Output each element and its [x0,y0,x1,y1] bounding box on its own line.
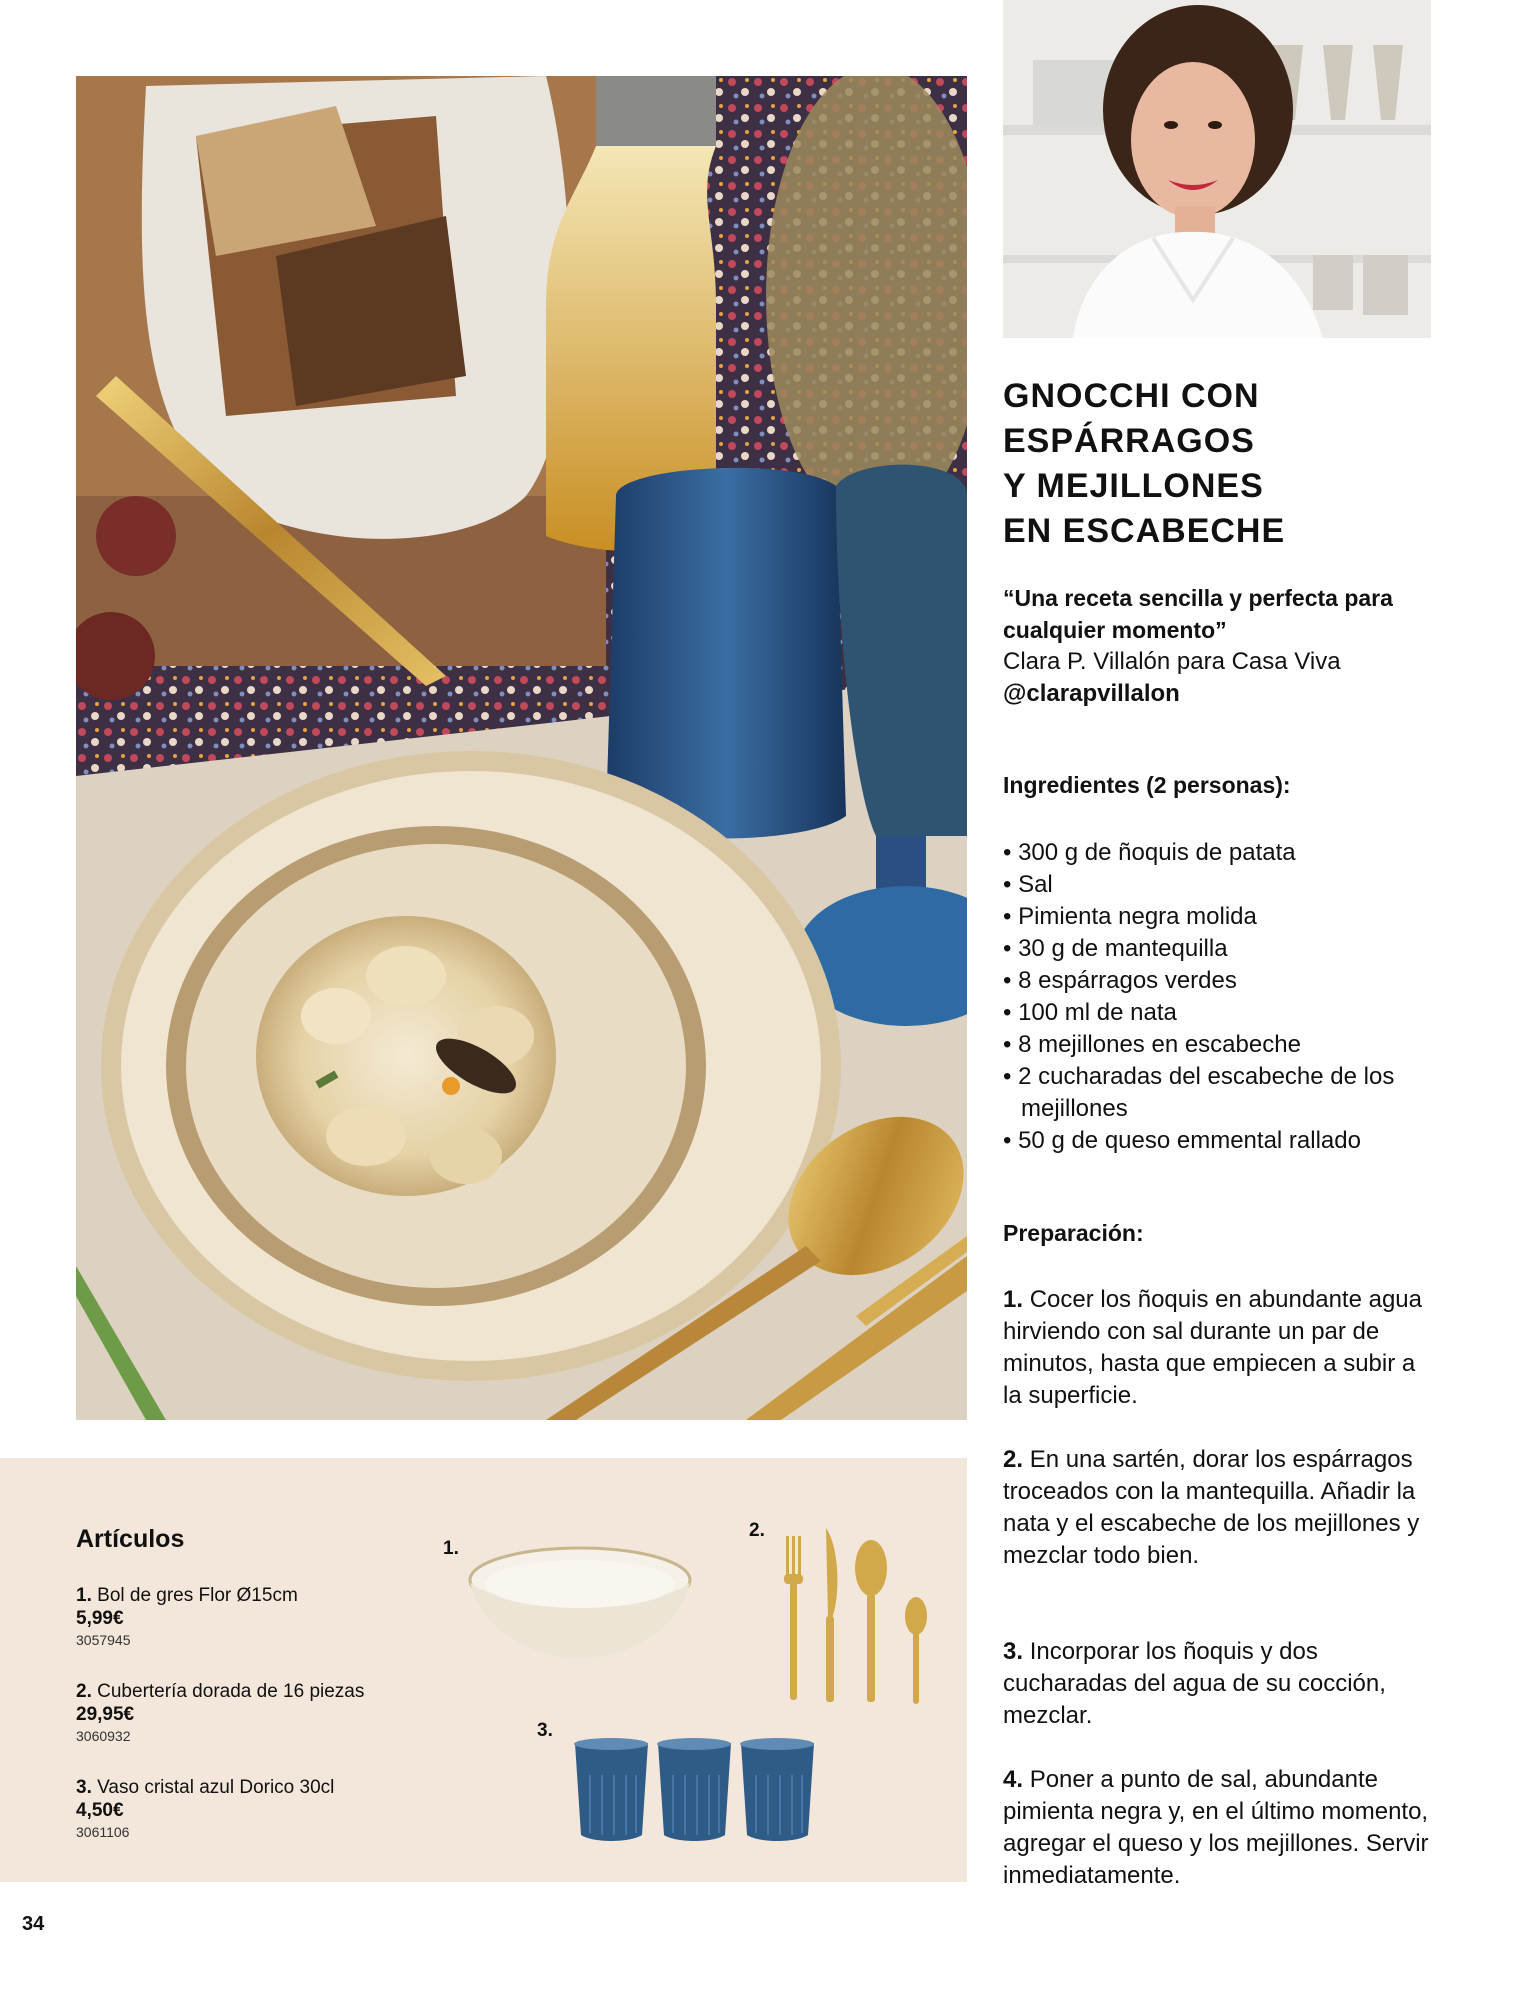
author-handle: @clarapvillalon [1003,680,1180,707]
article-price: 5,99€ [76,1608,124,1629]
product-label-3: 3. [537,1720,553,1741]
author-byline: Clara P. Villalón para Casa Viva [1003,648,1341,675]
preparation-step [1003,1764,1433,1892]
ingredient-item: • Sal [1003,869,1433,901]
article-item [76,1584,406,1650]
recipe-photo [76,76,967,1420]
ingredient-item: • 2 cucharadas del escabeche de los mejillones [1003,1061,1433,1125]
step-text: Poner a punto de sal, abundante pimienta negra y, en el último momento, agregar el queso y los mejillones. Servir inmediatamente. [1003,1766,1429,1889]
title-line: ESPÁRRAGOS [1003,422,1255,460]
step-number: 1. [1003,1286,1024,1313]
product-label-2: 2. [749,1520,765,1541]
recipe-quote: “Una receta sencilla y perfecta para cualquier momento” [1003,585,1393,643]
step-text: En una sartén, dorar los espárragos troceados con la mantequilla. Añadir la nata y el escabeche de los mejillones y mezclar todo bien. [1003,1446,1420,1569]
ingredient-item: • 50 g de queso emmental rallado [1003,1125,1433,1157]
preparation-heading: Preparación: [1003,1220,1144,1246]
preparation-step [1003,1636,1433,1732]
step-number: 2. [1003,1446,1024,1473]
step-text: Incorporar los ñoquis y dos cucharadas del agua de su cocción, mezclar. [1003,1638,1386,1729]
ingredient-item: • 30 g de mantequilla [1003,933,1433,965]
article-price: 29,95€ [76,1704,135,1725]
page-number: 34 [22,1913,45,1935]
bowl-product-image [465,1540,695,1665]
article-name: 3. Vaso cristal azul Dorico 30cl [76,1777,335,1798]
title-line: Y MEJILLONES [1003,467,1264,505]
articles-heading: Artículos [76,1525,185,1553]
title-line: GNOCCHI CON [1003,377,1260,415]
glasses-product-image [570,1735,820,1845]
article-price: 4,50€ [76,1800,124,1821]
ingredient-item: • 100 ml de nata [1003,997,1433,1029]
ingredient-item: • Pimienta negra molida [1003,901,1433,933]
ingredients-heading: Ingredientes (2 personas): [1003,772,1291,798]
article-ref: 3057945 [76,1632,131,1648]
article-ref: 3061106 [76,1824,130,1840]
title-line: EN ESCABECHE [1003,512,1286,550]
step-number: 3. [1003,1638,1024,1665]
step-text: Cocer los ñoquis en abundante agua hirviendo con sal durante un par de minutos, hasta que empiecen a subir a la superficie. [1003,1286,1422,1409]
preparation-step [1003,1444,1433,1572]
article-item [76,1776,406,1842]
step-number: 4. [1003,1766,1024,1793]
article-name: 2. Cubertería dorada de 16 piezas [76,1681,365,1702]
article-ref: 3060932 [76,1728,131,1744]
article-item [76,1680,406,1746]
ingredient-item: • 8 mejillones en escabeche [1003,1029,1433,1061]
ingredient-item: • 8 espárragos verdes [1003,965,1433,997]
product-label-1: 1. [443,1538,459,1559]
ingredient-item: • 300 g de ñoquis de patata [1003,837,1433,869]
recipe-title [1003,374,1285,554]
cutlery-product-image [770,1528,940,1708]
article-name: 1. Bol de gres Flor Ø15cm [76,1585,298,1606]
chef-photo [1003,0,1431,338]
ingredients-list [1003,837,1433,1157]
preparation-step [1003,1284,1433,1412]
